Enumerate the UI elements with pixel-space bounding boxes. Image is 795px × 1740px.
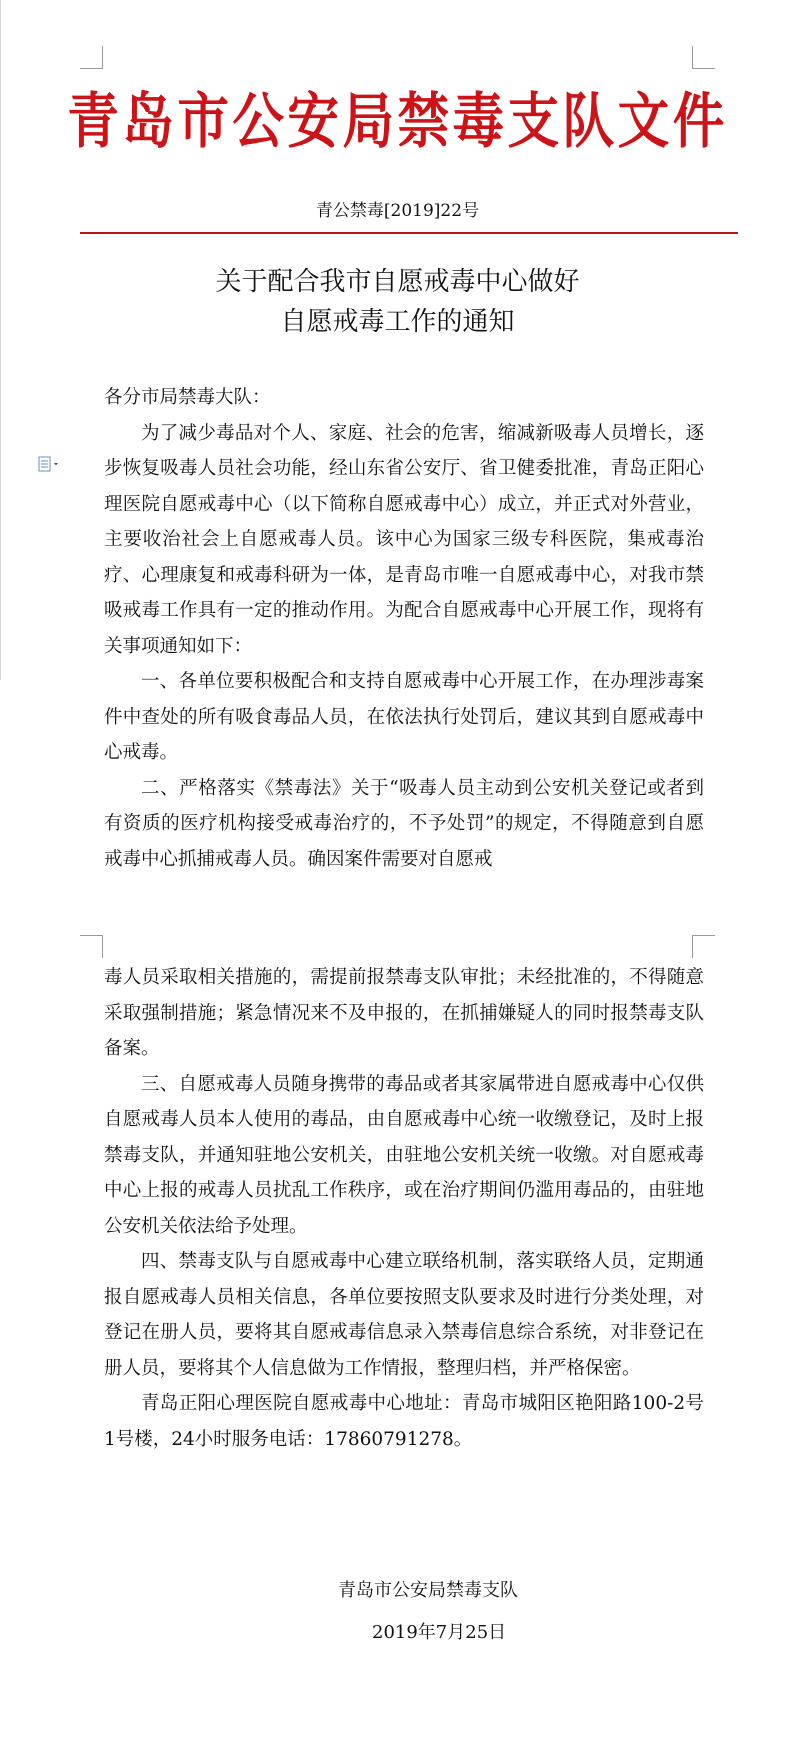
salutation: 各分市局禁毒大队： — [104, 387, 271, 408]
paragraph-item-2-part-2: 毒人员采取相关措施的，需提前报禁毒支队审批；未经批准的，不得随意采取强制措施；紧急情况来不及申报的，在抓捕嫌疑人的同时报禁毒支队备案。 — [104, 967, 704, 1059]
paragraph-item-2-part-1: 二、严格落实《禁毒法》关于“吸毒人员主动到公安机关登记或者到有资质的医疗机构接受戒毒治疗的，不予处罚”的规定，不得随意到自愿戒毒中心抓捕戒毒人员。确因案件需要对自愿戒 — [104, 777, 704, 870]
body-block-1 — [104, 380, 704, 877]
margin-corner-bottom-left — [80, 935, 103, 958]
margin-corner-bottom-right — [692, 935, 715, 958]
body-block-2 — [104, 960, 704, 1457]
header-red-rule — [80, 232, 738, 234]
document-header-title: 青岛市公安局禁毒支队文件 — [67, 87, 728, 157]
document-number: 青公禁毒[2019]22号 — [315, 201, 480, 221]
notice-title-line-1: 关于配合我市自愿戒毒中心做好 — [215, 267, 580, 297]
paragraph-item-1: 一、各单位要积极配合和支持自愿戒毒中心开展工作，在办理涉毒案件中查处的所有吸食毒品人员，在依法执行处罚后，建议其到自愿戒毒中心戒毒。 — [104, 671, 704, 763]
signature-org: 青岛市公安局禁毒支队 — [338, 1580, 518, 1601]
paragraph-item-4: 四、禁毒支队与自愿戒毒中心建立联络机制，落实联络人员，定期通报自愿戒毒人员相关信息，各单位要按照支队要求及时进行分类处理，对登记在册人员，要将其自愿戒毒信息录入禁毒信息综合系统，对非登记在册人员，要将其个人信息做为工作情报，整理归档，并严格保密。 — [104, 1251, 704, 1379]
paragraph-options-icon[interactable] — [38, 456, 62, 472]
notice-title — [0, 262, 795, 342]
margin-corner-top-right — [692, 46, 715, 69]
notice-title-line-2: 自愿戒毒工作的通知 — [280, 307, 515, 337]
paragraph-address: 青岛正阳心理医院自愿戒毒中心地址：青岛市城阳区艳阳路100-2号1号楼，24小时服务电话：17860791278。 — [104, 1393, 704, 1450]
signature-date: 2019年7月25日 — [372, 1622, 507, 1643]
paragraph-item-3: 三、自愿戒毒人员随身携带的毒品或者其家属带进自愿戒毒中心仅供自愿戒毒人员本人使用的毒品，由自愿戒毒中心统一收缴登记，及时上报禁毒支队，并通知驻地公安机关，由驻地公安机关统一收缴。对自愿戒毒中心上报的戒毒人员扰乱工作秩序，或在治疗期间仍滥用毒品的，由驻地公安机关依法给予处理。 — [104, 1073, 704, 1237]
paragraph-intro: 为了减少毒品对个人、家庭、社会的危害，缩减新吸毒人员增长，逐步恢复吸毒人员社会功能，经山东省公安厅、省卫健委批准，青岛正阳心理医院自愿戒毒中心（以下简称自愿戒毒中心）成立，并正式对外营业，主要收治社会上自愿戒毒人员。该中心为国家三级专科医院，集戒毒治疗、心理康复和戒毒科研为一体，是青岛市唯一自愿戒毒中心，对我市禁吸戒毒工作具有一定的推动作用。为配合自愿戒毒中心开展工作，现将有关事项通知如下： — [104, 422, 704, 657]
margin-corner-top-left — [80, 46, 103, 69]
